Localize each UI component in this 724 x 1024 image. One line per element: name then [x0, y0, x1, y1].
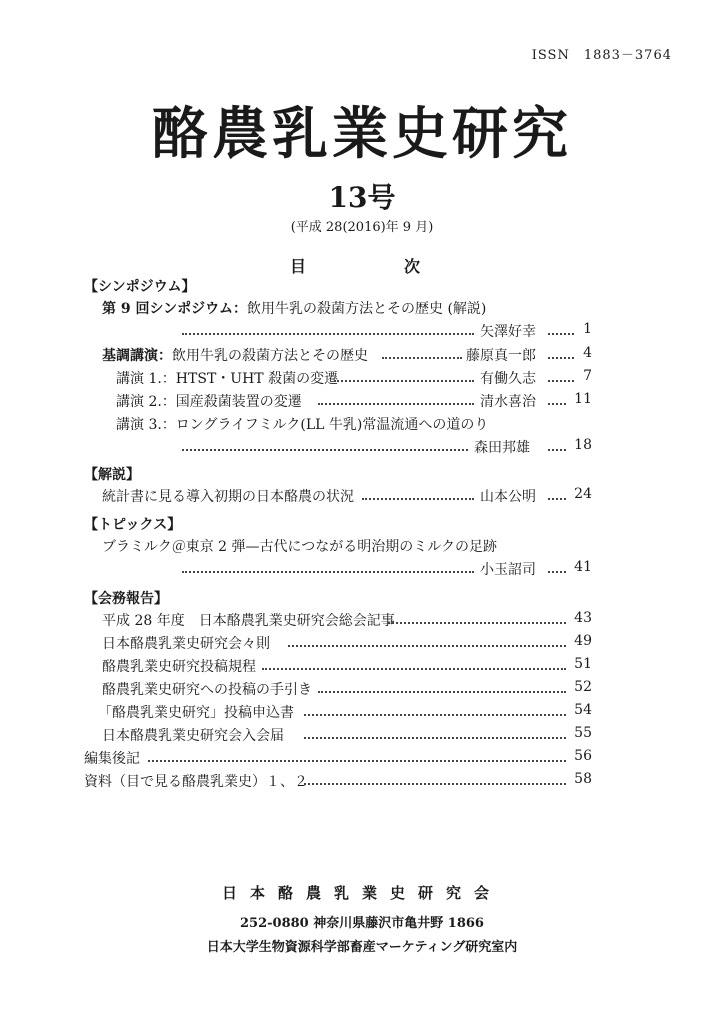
toc-entry-symposium: [0, 298, 724, 320]
entry-title: 統計書に見る導入初期の日本酪農の状況: [102, 489, 354, 505]
entry-title: [102, 298, 486, 318]
dot-leader: [288, 645, 566, 647]
entry-title: 日本酪農乳業史研究会々則: [102, 636, 270, 652]
section-commentary: 【解説】: [84, 467, 140, 483]
entry-title: 講演 2.：国産殺菌装置の変遷: [116, 394, 302, 410]
dot-leader: [304, 737, 566, 739]
entry-page: 24: [574, 486, 592, 502]
entry-page: 52: [574, 679, 592, 695]
entry-title: ブラミルク＠東京 2 弾—古代につながる明治期のミルクの足跡: [102, 539, 497, 555]
section-topics: 【トピックス】: [84, 517, 182, 533]
entry-title: 平成 28 年度 日本酪農乳業史研究会総会記事: [102, 613, 395, 629]
entry-title: 資料（目で見る酪農乳業史）１、２: [84, 774, 308, 790]
entry-page: 58: [574, 771, 592, 787]
entry-author: 有働久志: [480, 371, 536, 387]
entry-page: 41: [574, 559, 592, 575]
entry-title: 編集後記: [84, 751, 140, 767]
toc-entry-keynote: [0, 345, 724, 367]
toc-entry-commentary: [0, 486, 724, 508]
entry-title: 「酪農乳業史研究」投稿申込書: [98, 705, 294, 721]
entry-page: 56: [574, 748, 592, 764]
entry-label: 第 9 回シンポジウム：: [102, 301, 247, 317]
toc-entry-symposium-author: [0, 321, 724, 343]
dot-leader: [548, 498, 566, 500]
entry-label: 基調講演：: [102, 348, 172, 364]
society-office: 日本大学生物資源科学部畜産マーケティング研究室内: [206, 940, 518, 955]
toc-entry-lecture-2: [0, 391, 724, 413]
dot-leader: [548, 380, 574, 382]
section-business-report: 【会務報告】: [84, 591, 168, 607]
dot-leader: [262, 668, 566, 670]
society-name: 日本酪農乳業史研究会: [221, 884, 502, 902]
dot-leader: [304, 714, 566, 716]
entry-title: 講演 3.：ロングライフミルク(LL 牛乳)常温流通への道のり: [116, 417, 489, 433]
entry-page: 18: [574, 437, 592, 453]
issue-date: (平成 28(2016)年 9 月): [290, 220, 434, 235]
dot-leader: [318, 691, 566, 693]
entry-page: 4: [583, 345, 592, 361]
dot-leader: [388, 622, 566, 624]
toc-entry-business-2: [0, 633, 724, 655]
entry-author: 山本公明: [480, 489, 536, 505]
dot-leader: [548, 403, 566, 405]
toc-entry-archive: [0, 771, 724, 793]
dot-leader: [148, 760, 566, 762]
entry-title: 酪農乳業史研究投稿規程: [102, 659, 256, 675]
entry-page: 54: [574, 702, 592, 718]
toc-entry-business-4: [0, 679, 724, 701]
entry-title: 講演 1.：HTST・UHT 殺菌の変遷: [116, 371, 339, 387]
entry-author: 清水喜治: [480, 394, 536, 410]
entry-title: [102, 345, 368, 365]
dot-leader: [382, 357, 462, 359]
dot-leader: [182, 449, 468, 451]
journal-title: 酪農乳業史研究: [152, 101, 572, 167]
entry-author: 小玉詔司: [480, 562, 536, 578]
dot-leader: [304, 783, 566, 785]
toc-entry-topic-author: [0, 559, 724, 581]
entry-title-text: 飲用牛乳の殺菌方法とその歴史: [172, 348, 368, 364]
toc-entry-business-1: [0, 610, 724, 632]
toc-heading-char-1: 目: [290, 257, 307, 276]
entry-title: 酪農乳業史研究への投稿の手引き: [102, 682, 312, 698]
toc-heading-char-2: 次: [403, 257, 420, 276]
toc-entry-lecture-3-author: [0, 437, 724, 459]
entry-author: 森田邦雄: [474, 440, 530, 456]
dot-leader: [318, 403, 474, 405]
entry-title-text: 飲用牛乳の殺菌方法とその歴史 (解説): [247, 301, 487, 317]
entry-page: 51: [574, 656, 592, 672]
issue-number: 13号: [328, 181, 396, 214]
dot-leader: [182, 333, 474, 335]
issn-number: ISSN 1883－3764: [531, 48, 672, 63]
society-address: 252-0880 神奈川県藤沢市亀井野 1866: [240, 916, 484, 931]
entry-page: 49: [574, 633, 592, 649]
dot-leader: [362, 498, 474, 500]
dot-leader: [548, 357, 574, 359]
toc-entry-business-3: [0, 656, 724, 678]
entry-page: 55: [574, 725, 592, 741]
toc-entry-business-6: [0, 725, 724, 747]
toc-entry-lecture-3: [0, 414, 724, 436]
entry-page: 1: [583, 321, 592, 337]
dot-leader: [334, 380, 474, 382]
entry-page: 7: [583, 368, 592, 384]
dot-leader: [548, 571, 566, 573]
section-symposium: 【シンポジウム】: [84, 279, 196, 295]
entry-page: 11: [574, 391, 592, 407]
dot-leader: [548, 449, 566, 451]
toc-entry-editor-note: [0, 748, 724, 770]
dot-leader: [548, 333, 574, 335]
toc-heading: [290, 254, 420, 277]
dot-leader: [182, 571, 474, 573]
entry-author: 藤原真一郎: [466, 348, 536, 364]
entry-author: 矢澤好幸: [480, 324, 536, 340]
toc-entry-business-5: [0, 702, 724, 724]
entry-page: 43: [574, 610, 592, 626]
toc-entry-lecture-1: [0, 368, 724, 390]
entry-title: 日本酪農乳業史研究会入会届: [102, 728, 284, 744]
toc-entry-topic: [0, 536, 724, 558]
